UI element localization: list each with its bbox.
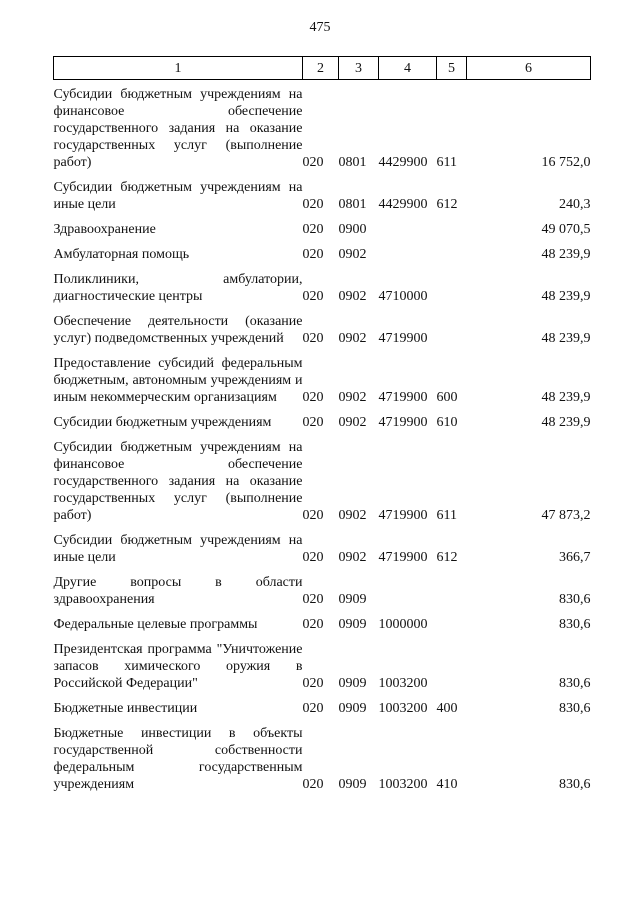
table-row: [54, 263, 591, 305]
row-section-code: 0801: [338, 155, 367, 170]
row-section-code: 0900: [338, 222, 367, 237]
row-expense-type: [437, 633, 467, 692]
row-amount: 48 239,9: [541, 247, 591, 262]
row-ministry-code: 020: [302, 222, 324, 237]
budget-table: [53, 56, 591, 793]
row-section-code: 0909: [338, 701, 367, 716]
row-expense-type: [437, 305, 467, 347]
table-row: [54, 717, 591, 793]
row-name: Федеральные целевые программы: [53, 617, 258, 632]
row-ministry-code: 020: [302, 415, 324, 430]
table-row: [54, 608, 591, 633]
row-name: Бюджетные инвестиции: [53, 701, 198, 716]
row-ministry-code: 020: [302, 331, 324, 346]
row-amount: 48 239,9: [541, 390, 591, 405]
row-amount: 47 873,2: [541, 508, 591, 523]
row-name: Президентская программа "Уничтожение запасов химического оружия в Российской Федерации": [53, 642, 303, 691]
row-section-code: 0909: [338, 676, 367, 691]
row-section-code: 0902: [338, 247, 367, 262]
table-row: [54, 80, 591, 172]
row-ministry-code: 020: [302, 701, 324, 716]
row-name: Предоставление субсидий федеральным бюджетным, автономным учреждениям и иным некоммерческим организациям: [53, 356, 303, 405]
row-section-code: 0902: [338, 390, 367, 405]
row-name: Субсидии бюджетным учреждениям на иные цели: [53, 180, 303, 212]
row-name: Обеспечение деятельности (оказание услуг) подведомственных учреждений: [53, 314, 303, 346]
row-amount: 48 239,9: [541, 415, 591, 430]
table-row: [54, 347, 591, 406]
table-row: [54, 305, 591, 347]
row-name: Амбулаторная помощь: [53, 247, 190, 262]
row-section-code: 0902: [338, 508, 367, 523]
row-amount: 830,6: [559, 701, 591, 716]
row-ministry-code: 020: [302, 155, 324, 170]
row-expense-type: 611: [436, 155, 457, 170]
row-section-code: 0909: [338, 617, 367, 632]
row-section-code: 0909: [338, 777, 367, 792]
row-ministry-code: 020: [302, 197, 324, 212]
row-target-code: 4710000: [378, 289, 428, 304]
row-ministry-code: 020: [302, 617, 324, 632]
row-ministry-code: 020: [302, 390, 324, 405]
row-name: Другие вопросы в области здравоохранения: [53, 575, 303, 607]
header-col-6: 6: [467, 57, 591, 80]
row-amount: 830,6: [559, 617, 591, 632]
row-section-code: 0801: [338, 197, 367, 212]
table-row: [54, 171, 591, 213]
table-row: [54, 431, 591, 524]
row-amount: 830,6: [559, 676, 591, 691]
row-target-code: 4429900: [378, 197, 428, 212]
row-ministry-code: 020: [302, 508, 324, 523]
table-body: [54, 80, 591, 794]
row-target-code: 4719900: [378, 550, 428, 565]
row-amount: 48 239,9: [541, 289, 591, 304]
row-section-code: 0902: [338, 550, 367, 565]
header-row: [54, 57, 591, 80]
row-amount: 830,6: [559, 777, 591, 792]
row-expense-type: 612: [436, 550, 458, 565]
table-row: [54, 692, 591, 717]
table-row: [54, 406, 591, 431]
row-amount: 366,7: [559, 550, 591, 565]
row-ministry-code: 020: [302, 592, 324, 607]
row-name: Бюджетные инвестиции в объекты государственной собственности федеральным государственным учреждениям: [53, 726, 303, 792]
table-row: [54, 238, 591, 263]
row-target-code: [379, 566, 437, 608]
row-ministry-code: 020: [302, 777, 324, 792]
row-target-code: [379, 238, 437, 263]
row-section-code: 0902: [338, 289, 367, 304]
row-target-code: 4719900: [378, 415, 428, 430]
row-expense-type: 600: [436, 390, 458, 405]
row-target-code: 1003200: [378, 777, 428, 792]
table-header: [54, 57, 591, 80]
row-name: Субсидии бюджетным учреждениям: [53, 415, 272, 430]
row-expense-type: 410: [436, 777, 458, 792]
row-target-code: 1003200: [378, 701, 428, 716]
row-amount: 48 239,9: [541, 331, 591, 346]
row-expense-type: 400: [436, 701, 458, 716]
row-amount: 49 070,5: [541, 222, 591, 237]
row-target-code: [379, 213, 437, 238]
row-expense-type: 610: [436, 415, 458, 430]
row-name: Субсидии бюджетным учреждениям на финансовое обеспечение государственного задания на оказание государственных услуг (выполнение работ): [53, 440, 303, 523]
row-ministry-code: 020: [302, 247, 324, 262]
row-amount: 830,6: [559, 592, 591, 607]
header-col-5: 5: [437, 57, 467, 80]
page-number: 475: [309, 20, 331, 35]
table-row: [54, 524, 591, 566]
row-section-code: 0902: [338, 331, 367, 346]
row-expense-type: [437, 238, 467, 263]
row-target-code: 4429900: [378, 155, 428, 170]
header-col-4: 4: [379, 57, 437, 80]
row-expense-type: [437, 608, 467, 633]
row-target-code: 4719900: [378, 331, 428, 346]
row-expense-type: 612: [436, 197, 458, 212]
row-expense-type: [437, 566, 467, 608]
row-amount: 16 752,0: [541, 155, 591, 170]
row-ministry-code: 020: [302, 676, 324, 691]
row-expense-type: [437, 213, 467, 238]
row-target-code: 4719900: [378, 508, 428, 523]
header-col-3: 3: [339, 57, 379, 80]
row-ministry-code: 020: [302, 550, 324, 565]
table-row: [54, 566, 591, 608]
header-col-1: 1: [54, 57, 303, 80]
table-row: [54, 213, 591, 238]
header-col-2: 2: [303, 57, 339, 80]
row-name: Субсидии бюджетным учреждениям на финансовое обеспечение государственного задания на оказание государственных услуг (выполнение работ): [53, 87, 303, 170]
row-ministry-code: 020: [302, 289, 324, 304]
row-target-code: 4719900: [378, 390, 428, 405]
row-section-code: 0902: [338, 415, 367, 430]
row-target-code: 1000000: [378, 617, 428, 632]
row-expense-type: 611: [436, 508, 457, 523]
row-amount: 240,3: [559, 197, 591, 212]
row-name: Поликлиники, амбулатории, диагностические центры: [53, 272, 303, 304]
row-section-code: 0909: [338, 592, 367, 607]
row-name: Здравоохранение: [53, 222, 156, 237]
table-row: [54, 633, 591, 692]
row-target-code: 1003200: [378, 676, 428, 691]
row-expense-type: [437, 263, 467, 305]
row-name: Субсидии бюджетным учреждениям на иные цели: [53, 533, 303, 565]
